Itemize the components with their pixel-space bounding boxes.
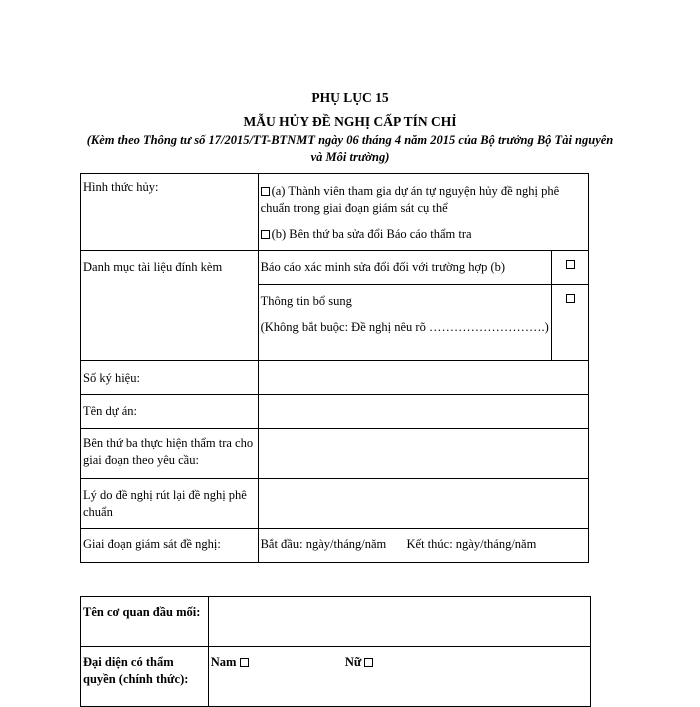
project-name-label: Tên dự án:: [83, 404, 137, 418]
table-row: [81, 597, 591, 647]
checkbox-icon[interactable]: [566, 260, 575, 269]
cancel-request-table: [80, 173, 589, 563]
appendix-heading: PHỤ LỤC 15: [311, 90, 389, 105]
project-name-field[interactable]: [258, 395, 588, 429]
withdraw-reason-field[interactable]: [258, 479, 588, 529]
checkbox-icon[interactable]: [240, 658, 249, 667]
table-row: [81, 251, 589, 285]
checkbox-icon[interactable]: [261, 230, 270, 239]
withdraw-reason-label: Lý do đề nghị rút lại đề nghị phê chuẩn: [83, 488, 247, 519]
ref-no-field[interactable]: [258, 361, 588, 395]
representative-label: Đại diện có thẩm quyền (chính thức):: [83, 655, 189, 686]
form-subtitle: (Kèm theo Thông tư số 17/2015/TT-BTNMT ngày 06 tháng 4 năm 2015 của Bộ trưởng Bộ Tài nguyên và Môi trường): [86, 133, 614, 164]
gender-male[interactable]: Nam: [211, 655, 251, 669]
table-row: [81, 529, 589, 563]
attachment-extra-note: (Không bắt buộc: Đề nghị nêu rõ ……………………….): [260, 320, 549, 334]
table-row: [81, 174, 589, 251]
attachments-label: Danh mục tài liệu đính kèm: [83, 260, 223, 274]
monitoring-period-label: Giai đoạn giám sát đề nghị:: [83, 537, 221, 551]
table-row: [81, 429, 589, 479]
table-row: [81, 395, 589, 429]
checkbox-icon[interactable]: [566, 294, 575, 303]
attachment-report: Báo cáo xác minh sửa đổi đối với trường hợp (b): [260, 260, 506, 274]
form-title: MẪU HỦY ĐỀ NGHỊ CẤP TÍN CHỈ: [243, 114, 457, 129]
attachment-extra-title: Thông tin bổ sung: [260, 294, 352, 308]
start-date-text: Bắt đầu: ngày/tháng/năm: [260, 537, 387, 551]
third-party-label: Bên thứ ba thực hiện thẩm tra cho giai đoạn theo yêu cầu:: [83, 436, 254, 467]
checkbox-icon[interactable]: [261, 187, 270, 196]
contact-table: [80, 596, 591, 707]
end-date-text: Kết thúc: ngày/tháng/năm: [406, 537, 537, 551]
cancel-type-label: Hình thức hủy:: [83, 180, 159, 194]
agency-label: Tên cơ quan đầu mối:: [83, 605, 201, 619]
cancel-option-b[interactable]: (b) Bên thứ ba sửa đổi Báo cáo thẩm tra: [261, 226, 586, 243]
ref-no-label: Số ký hiệu:: [83, 371, 140, 385]
cancel-option-a[interactable]: (a) Thành viên tham gia dự án tự nguyện hủy đề nghị phê chuẩn trong giai đoạn giám sát cụ thể: [260, 184, 560, 215]
gender-female[interactable]: Nữ: [345, 655, 376, 669]
third-party-field[interactable]: [258, 429, 588, 479]
agency-field[interactable]: [208, 597, 590, 647]
table-row: [81, 479, 589, 529]
table-row: [81, 361, 589, 395]
checkbox-icon[interactable]: [364, 658, 373, 667]
table-row: [81, 647, 591, 707]
